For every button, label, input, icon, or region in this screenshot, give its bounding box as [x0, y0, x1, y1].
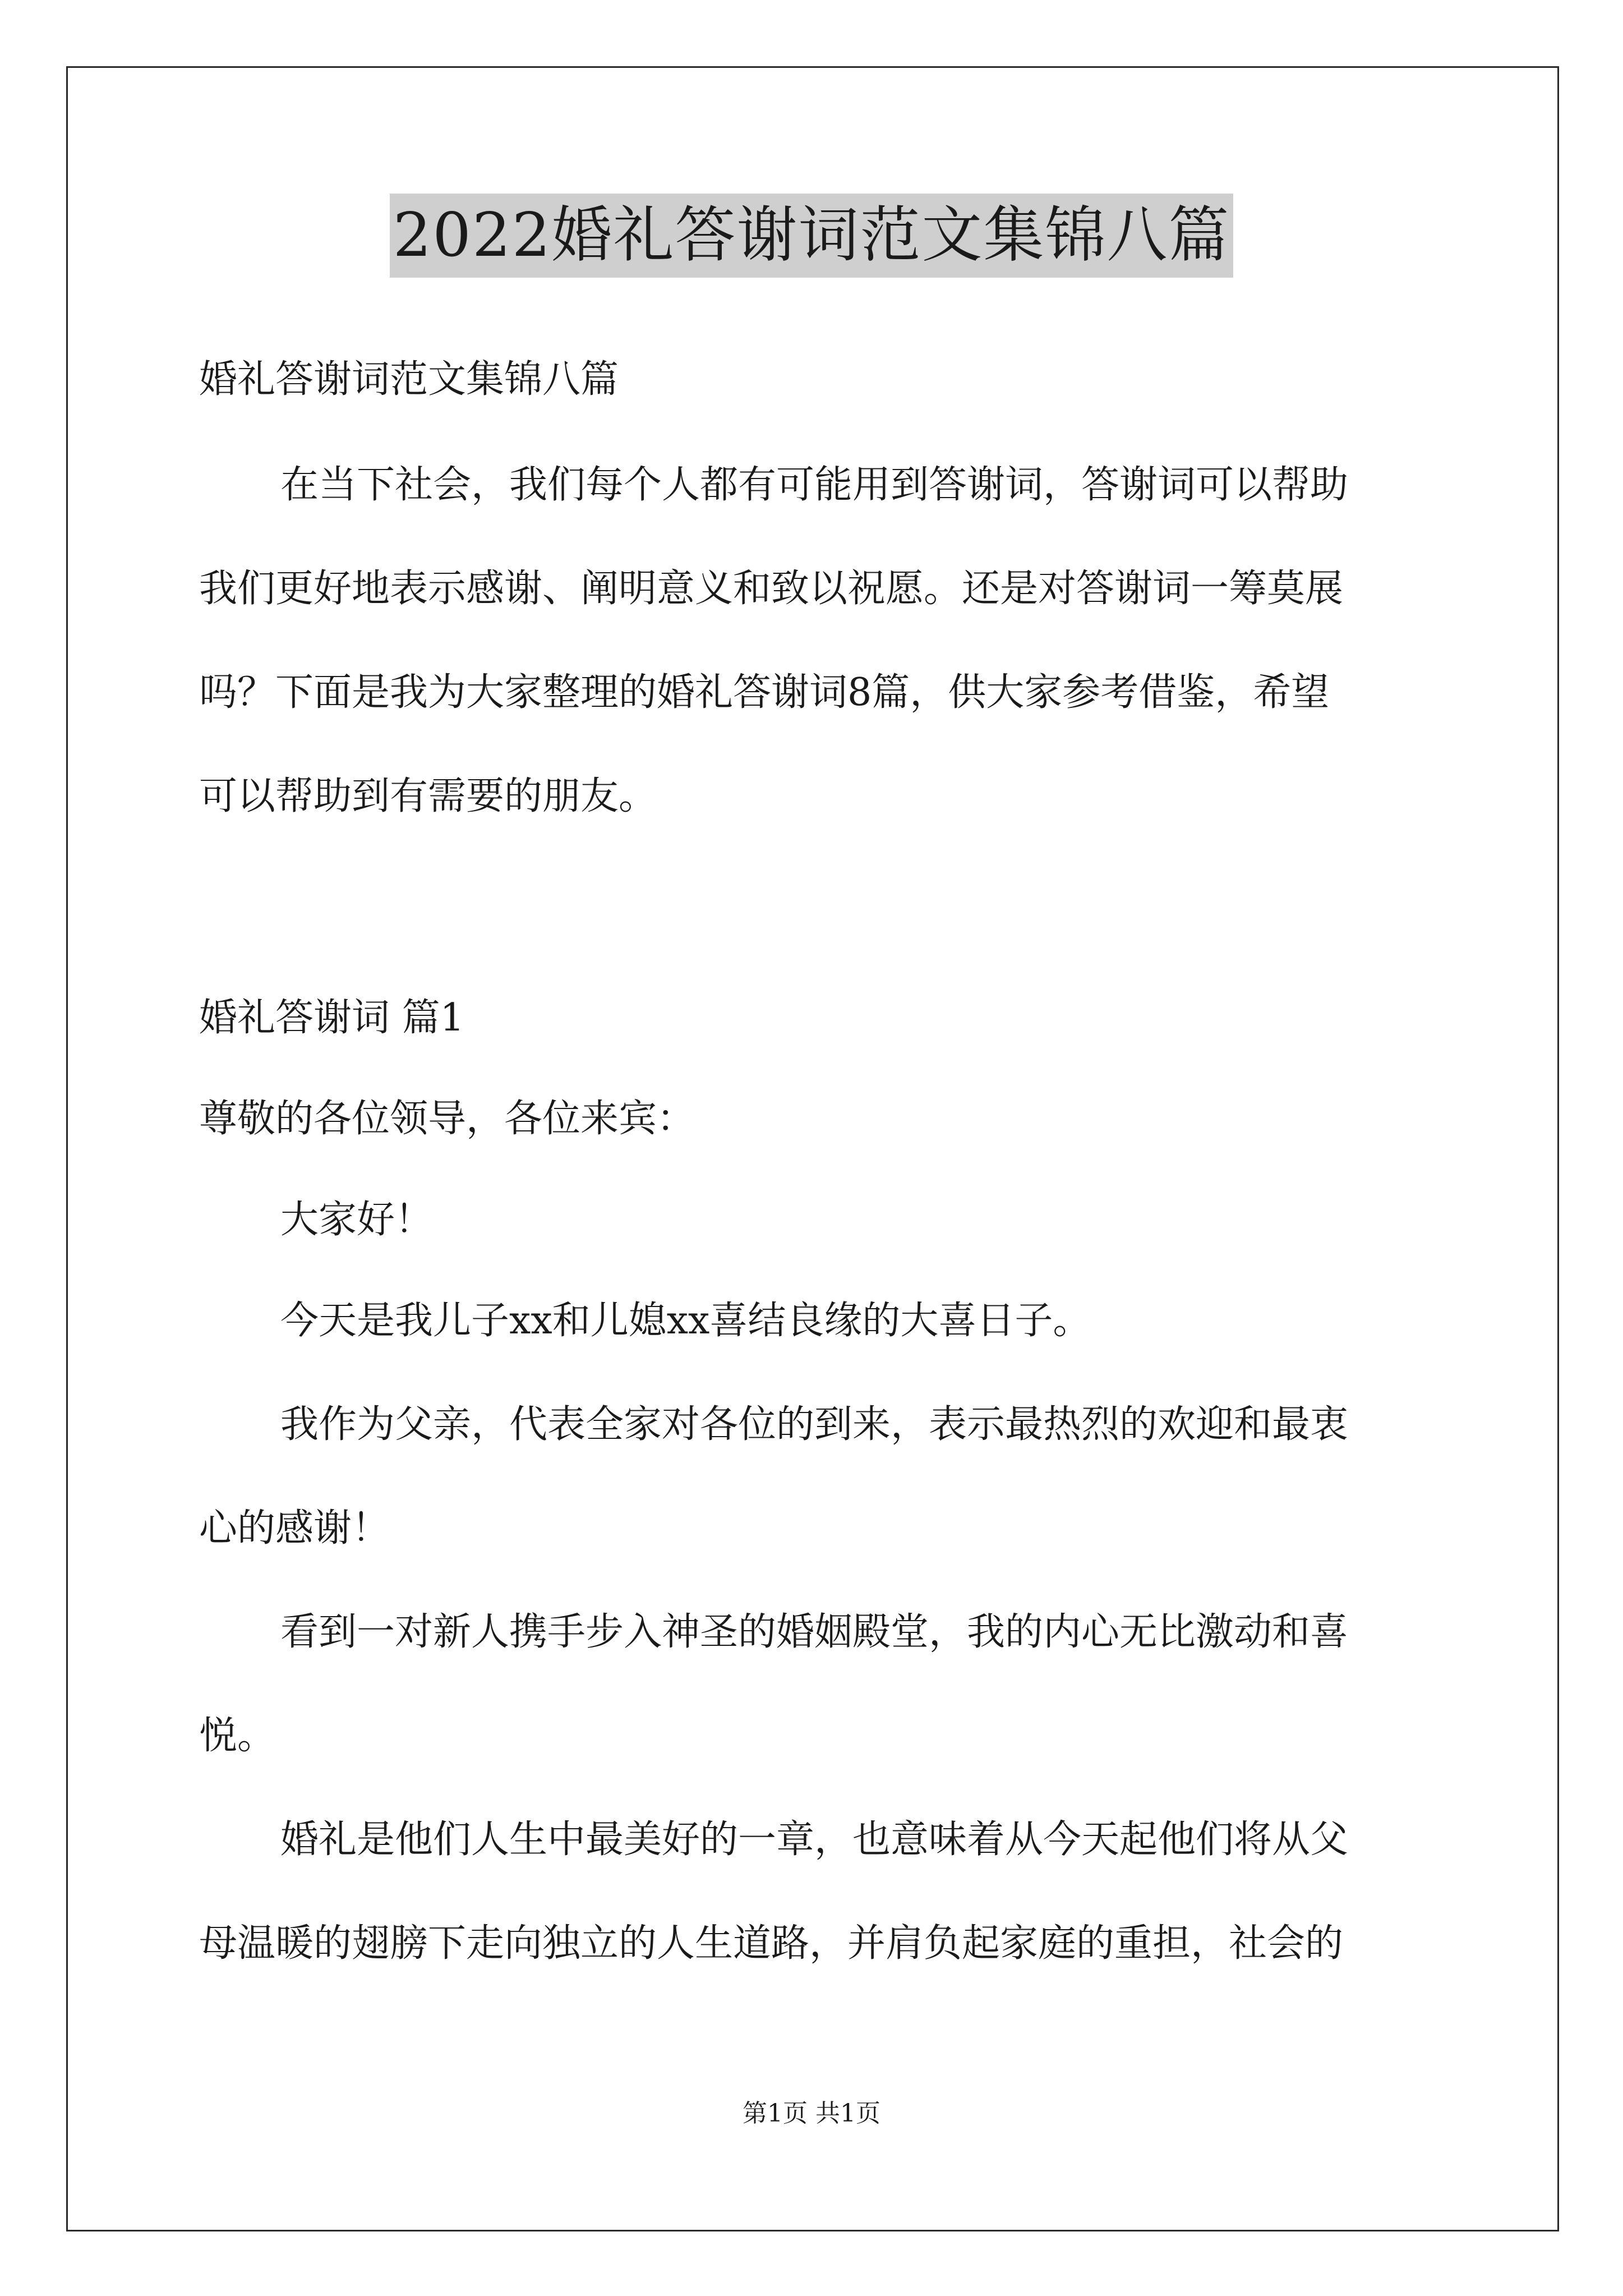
- body-line-1: 大家好！: [280, 1198, 434, 1242]
- page-footer: 第1页 共1页: [743, 2099, 880, 2128]
- body-line-3: 我作为父亲，代表全家对各位的到来，表示最热烈的欢迎和最衷: [280, 1402, 1349, 1447]
- intro-line-4: 可以帮助到有需要的朋友。: [199, 774, 657, 818]
- intro-line-1: 在当下社会，我们每个人都有可能用到答谢词，答谢词可以帮助: [280, 463, 1349, 507]
- body-line-2: 今天是我儿子xx和儿媳xx喜结良缘的大喜日子。: [280, 1299, 1091, 1343]
- section-heading: 婚礼答谢词 篇1: [199, 996, 464, 1040]
- document-subtitle: 婚礼答谢词范文集锦八篇: [199, 357, 619, 402]
- intro-line-2: 我们更好地表示感谢、阐明意义和致以祝愿。还是对答谢词一筹莫展: [199, 567, 1344, 611]
- title-container: [0, 194, 1623, 278]
- greeting-line: 尊敬的各位领导，各位来宾：: [199, 1097, 695, 1141]
- body-line-4: 心的感谢！: [199, 1506, 390, 1550]
- intro-line-3: 吗？下面是我为大家整理的婚礼答谢词8篇，供大家参考借鉴，希望: [199, 670, 1330, 715]
- body-line-8: 母温暖的翅膀下走向独立的人生道路，并肩负起家庭的重担，社会的: [199, 1921, 1344, 1966]
- body-line-6: 悦。: [199, 1714, 276, 1758]
- body-line-5: 看到一对新人携手步入神圣的婚姻殿堂，我的内心无比激动和喜: [280, 1610, 1349, 1654]
- body-line-7: 婚礼是他们人生中最美好的一章，也意味着从今天起他们将从父: [280, 1818, 1349, 1862]
- document-title: 2022婚礼答谢词范文集锦八篇: [390, 194, 1234, 278]
